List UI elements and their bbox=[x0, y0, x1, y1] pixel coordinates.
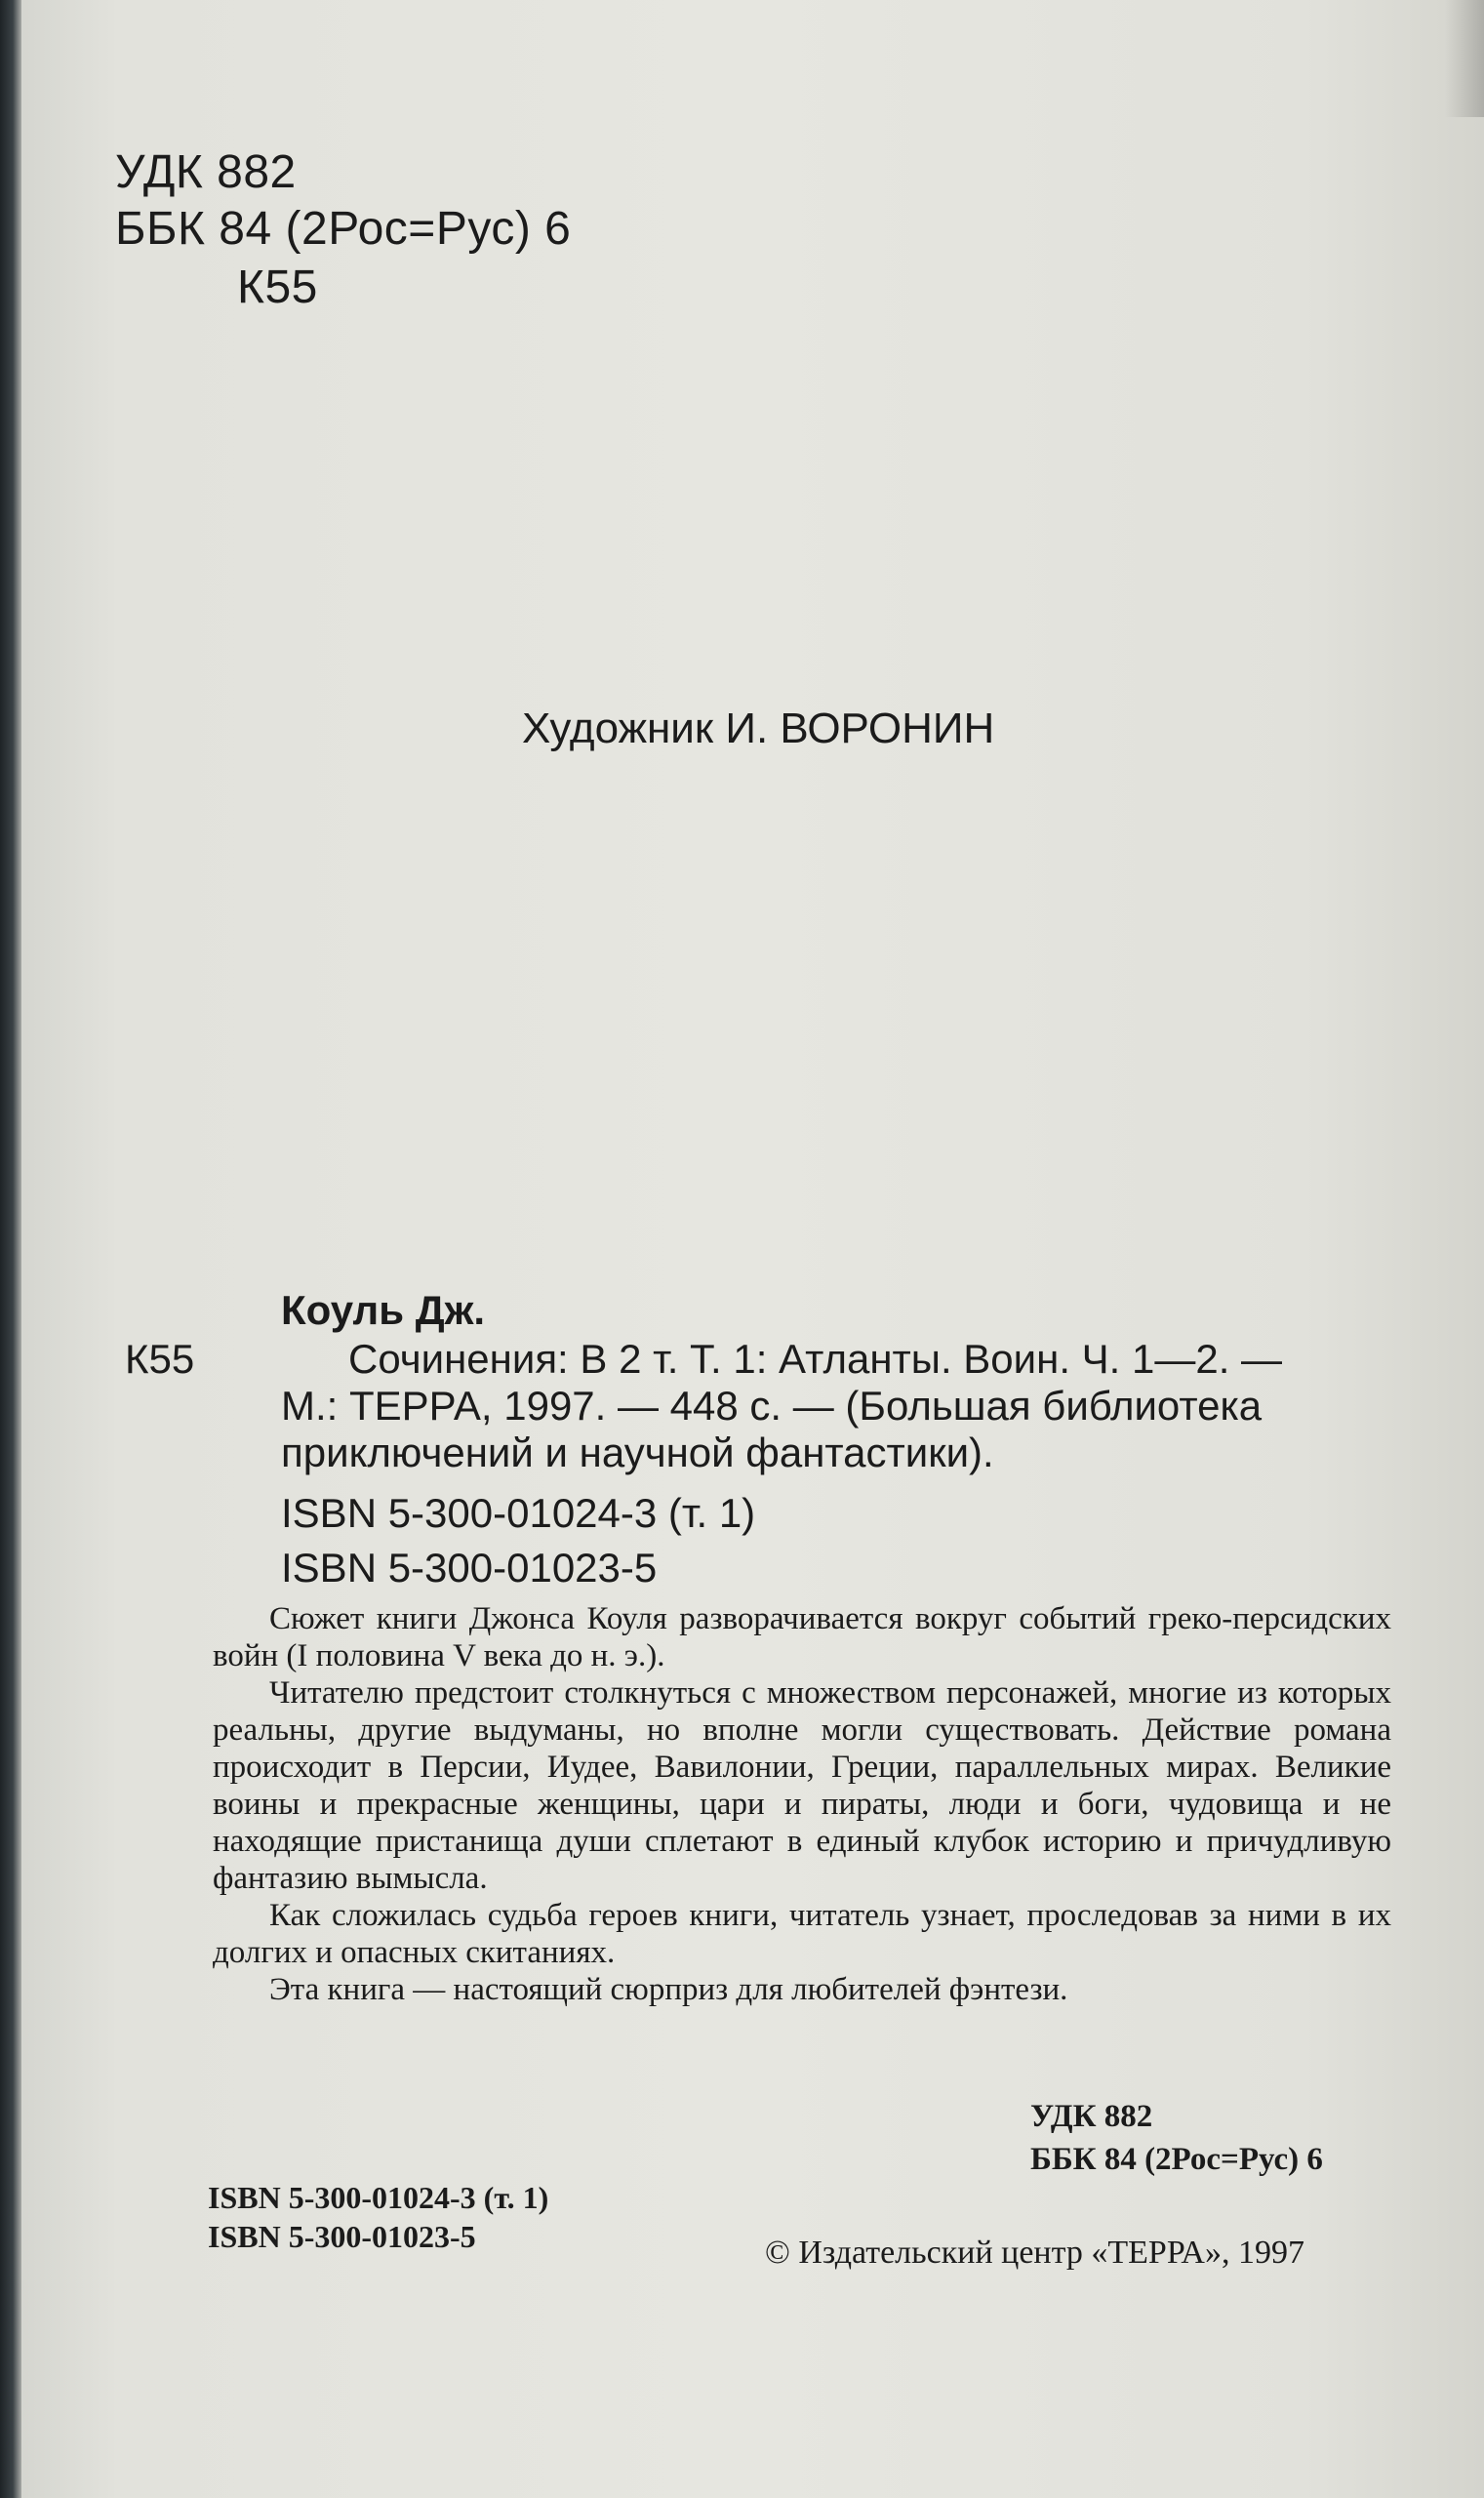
abstract-paragraph: Эта книга — настоящий сюрприз для любителей фэнтези. bbox=[269, 1972, 1068, 2007]
author-name: Коуль Дж. bbox=[281, 1287, 486, 1333]
bbk-bottom: ББК 84 (2Рос=Рус) 6 bbox=[1030, 2142, 1323, 2177]
abstract-paragraph: Как сложилась судьба героев книги, читатель узнает, проследовав за ними в их долгих и опасных скитаниях. bbox=[213, 1898, 1391, 1970]
bib-isbn-1: ISBN 5-300-01024-3 (т. 1) bbox=[281, 1490, 756, 1536]
bbk-top: ББК 84 (2Рос=Рус) 6 bbox=[115, 203, 572, 255]
isbn-bottom-1: ISBN 5-300-01024-3 (т. 1) bbox=[208, 2180, 549, 2215]
page-corner-shadow bbox=[1445, 0, 1484, 117]
bib-line-3: приключений и научной фантастики). bbox=[281, 1430, 994, 1475]
udk-bottom: УДК 882 bbox=[1030, 2099, 1153, 2134]
abstract-paragraph: Сюжет книги Джонса Коуля разворачивается вокруг событий греко-персидских войн (I половина V века до н. э.). bbox=[213, 1601, 1391, 1673]
code-top: К55 bbox=[237, 262, 318, 313]
book-abstract bbox=[213, 1600, 1391, 2008]
bib-line-2: М.: ТЕРРА, 1997. — 448 с. — (Большая библиотека bbox=[281, 1383, 1263, 1429]
isbn-bottom-2: ISBN 5-300-01023-5 bbox=[208, 2219, 476, 2254]
udk-top: УДК 882 bbox=[115, 146, 297, 198]
abstract-paragraph: Читателю предстоит столкнуться с множеством персонажей, многие из которых реальны, другие выдуманы, но вполне могли существовать. Действие романа происходит в Персии, Иудее, Вавилонии, Греции, параллельных мирах. Великие воины и прекрасные женщины, цари и пираты, люди и боги, чудовища и не находящие пристанища души сплетают в единый клубок историю и причудливую фантазию вымысла. bbox=[213, 1675, 1391, 1896]
bib-code: К55 bbox=[125, 1336, 195, 1382]
book-spine-edge bbox=[0, 0, 21, 2498]
copyright-notice: © Издательский центр «ТЕРРА», 1997 bbox=[765, 2235, 1304, 2271]
bib-isbn-2: ISBN 5-300-01023-5 bbox=[281, 1545, 658, 1591]
bib-line-1: Сочинения: В 2 т. Т. 1: Атланты. Воин. Ч. 1—2. — bbox=[348, 1336, 1283, 1382]
artist-credit: Художник И. ВОРОНИН bbox=[522, 705, 995, 752]
